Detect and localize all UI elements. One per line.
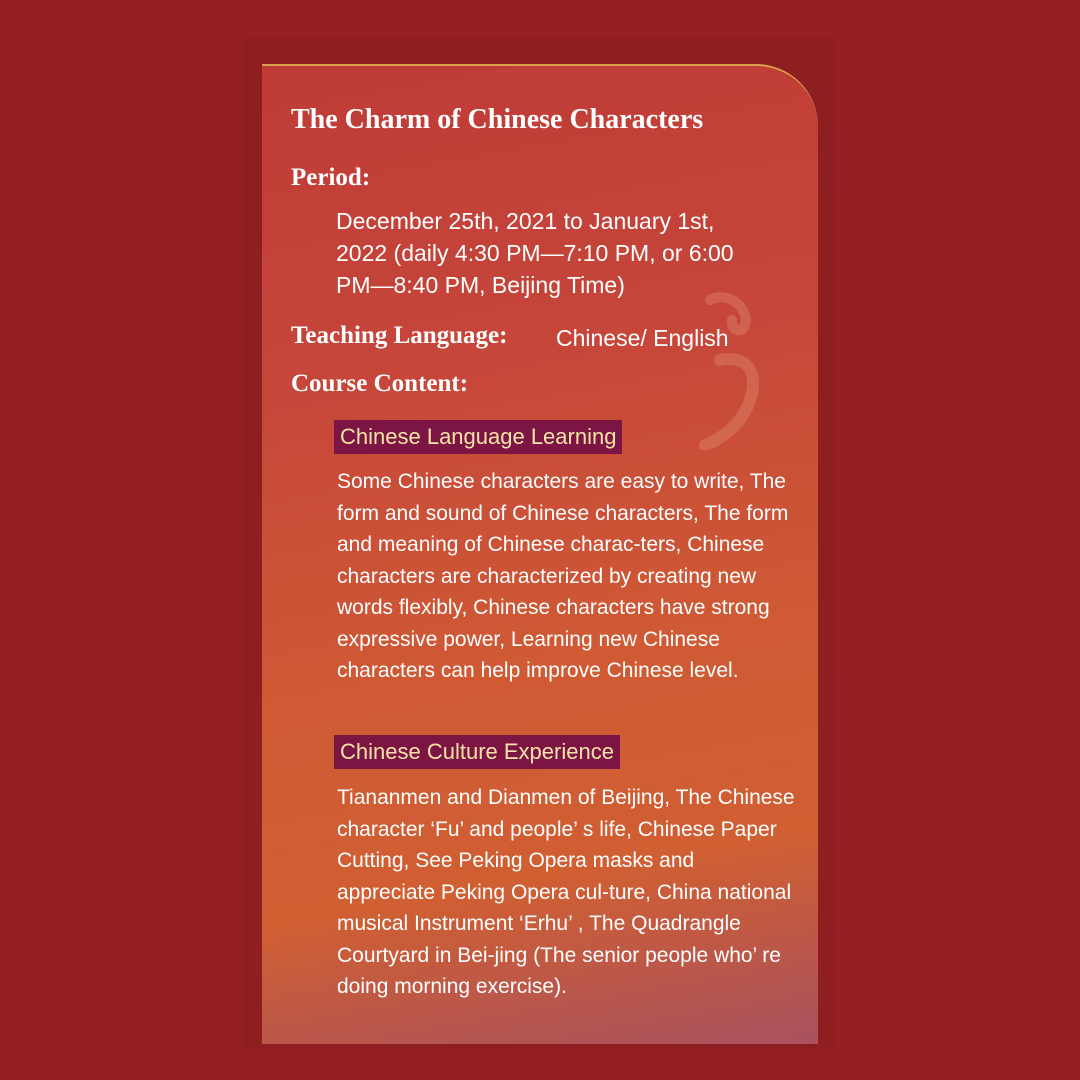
teaching-language-value: Chinese/ English — [556, 325, 729, 351]
section-label-culture-experience: Chinese Culture Experience — [334, 735, 620, 769]
section-text-language-learning: Some Chinese characters are easy to write, The form and sound of Chinese characters, The form and meaning of Chinese charac-ters, Chinese characters are characterized by creating new words flexibly, Chinese characters have strong expressive power, Learning new Chinese characters can help improve Chinese level. — [337, 470, 789, 682]
period-heading: Period: — [291, 164, 371, 191]
section-label-language-learning: Chinese Language Learning — [334, 420, 622, 454]
course-content-heading: Course Content: — [291, 370, 469, 397]
calligraphy-watermark-icon — [690, 290, 770, 450]
period-text: December 25th, 2021 to January 1st, 2022 (daily 4:30 PM—7:10 PM, or 6:00 PM—8:40 PM, Beijing Time) — [336, 208, 734, 298]
section-text-culture-experience: Tiananmen and Dianmen of Beijing, The Chinese character ‘Fu’ and people’ s life, Chinese Paper Cutting, See Peking Opera masks and appreciate Peking Opera cul-ture, China national musical Instrument ‘Erhu’ , The Quadrangle Courtyard in Bei-jing (The senior people who’ re doing morning exercise). — [337, 786, 795, 998]
course-title: The Charm of Chinese Characters — [291, 104, 704, 135]
teaching-language-heading: Teaching Language: — [291, 322, 508, 349]
